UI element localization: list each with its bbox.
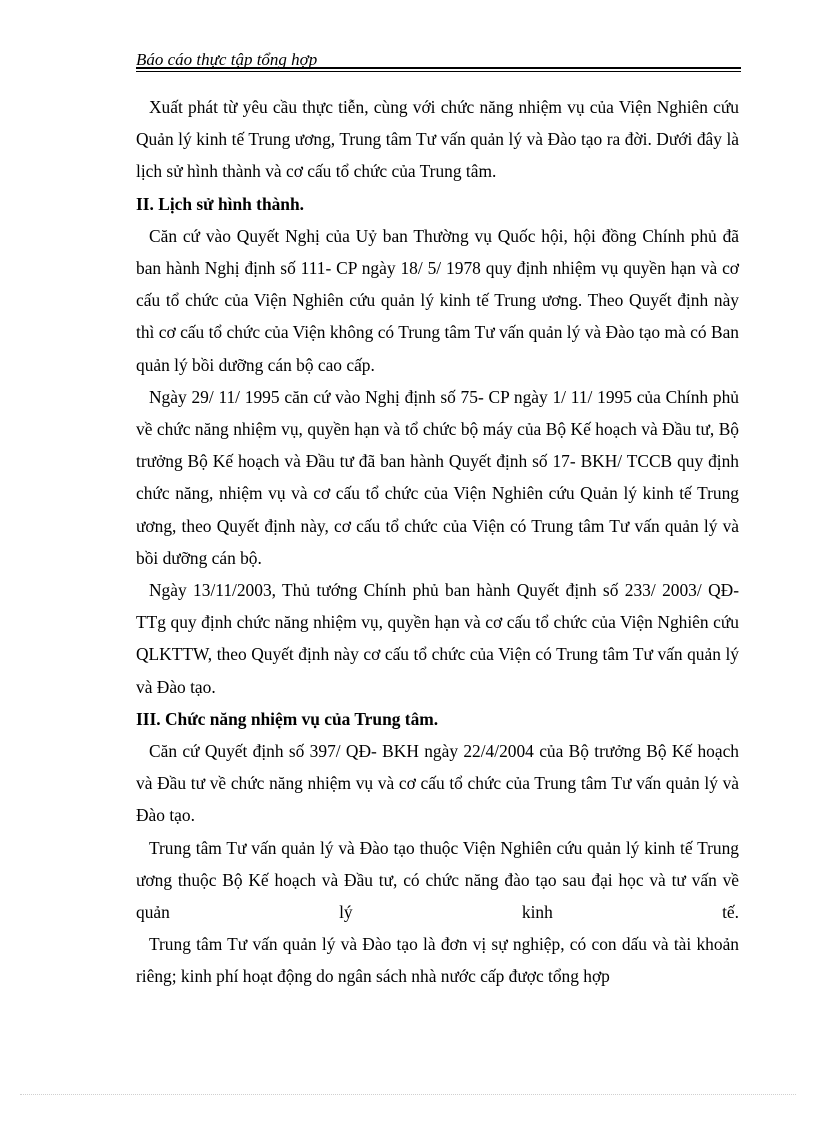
section-heading-functions: III. Chức năng nhiệm vụ của Trung tâm. <box>136 708 439 729</box>
paragraph-functions-1: Căn cứ Quyết định số 397/ QĐ- BKH ngày 22/4/2004 của Bộ trưởng Bộ Kế hoạch và Đầu tư về chức năng nhiệm vụ và cơ cấu tổ chức của Trung tâm Tư vấn quản lý và Đào tạo. <box>136 741 739 826</box>
header-rule-thick <box>136 67 741 69</box>
header-rule-thin <box>136 71 741 72</box>
paragraph-functions-3: Trung tâm Tư vấn quản lý và Đào tạo là đơn vị sự nghiệp, có con dấu và tài khoản riêng; kinh phí hoạt động do ngân sách nhà nước cấp được tổng hợp <box>136 934 739 987</box>
page-header-title: Báo cáo thực tập tổng hợp <box>136 50 318 69</box>
document-body <box>136 91 739 993</box>
paragraph-history-2: Ngày 29/ 11/ 1995 căn cứ vào Nghị định số 75- CP ngày 1/ 11/ 1995 của Chính phủ về chức năng nhiệm vụ, quyền hạn và tổ chức bộ máy của Bộ Kế hoạch và Đầu tư, Bộ trưởng Bộ Kế hoạch và Đầu tư đã ban hành Quyết định số 17- BKH/ TCCB quy định chức năng, nhiệm vụ và cơ cấu tổ chức của Viện Nghiên cứu Quản lý kinh tế Trung ương, theo Quyết định này, cơ cấu tổ chức của Viện có Trung tâm Tư vấn quản lý và bồi dưỡng cán bộ. <box>136 386 739 568</box>
paragraph-history-3: Ngày 13/11/2003, Thủ tướng Chính phủ ban hành Quyết định số 233/ 2003/ QĐ- TTg quy định chức năng nhiệm vụ, quyền hạn và cơ cấu tổ chức của Viện Nghiên cứu QLKTTW, theo Quyết định này cơ cấu tổ chức của Viện có Trung tâm Tư vấn quản lý và Đào tạo. <box>136 580 739 697</box>
section-heading-history: II. Lịch sử hình thành. <box>136 193 304 214</box>
paragraph-functions-2: Trung tâm Tư vấn quản lý và Đào tạo thuộc Viện Nghiên cứu quản lý kinh tế Trung ương thuộc Bộ Kế hoạch và Đầu tư, có chức năng đào tạo sau đại học và tư vấn về quản lý kinh tế. <box>136 837 739 923</box>
paragraph-intro: Xuất phát từ yêu cầu thực tiễn, cùng với chức năng nhiệm vụ của Viện Nghiên cứu Quản lý kinh tế Trung ương, Trung tâm Tư vấn quản lý và Đào tạo ra đời. Dưới đây là lịch sử hình thành và cơ cấu tổ chức của Trung tâm. <box>136 97 739 182</box>
paragraph-history-1: Căn cứ vào Quyết Nghị của Uỷ ban Thường vụ Quốc hội, hội đồng Chính phủ đã ban hành Nghị định số 111- CP ngày 18/ 5/ 1978 quy định nhiệm vụ quyền hạn và cơ cấu tổ chức của Viện Nghiên cứu quản lý kinh tế Trung ương. Theo Quyết định này thì cơ cấu tổ chức của Viện không có Trung tâm Tư vấn quản lý và Đào tạo mà có Ban quản lý bồi dưỡng cán bộ cao cấp. <box>136 225 739 375</box>
page-bottom-divider <box>20 1094 796 1095</box>
